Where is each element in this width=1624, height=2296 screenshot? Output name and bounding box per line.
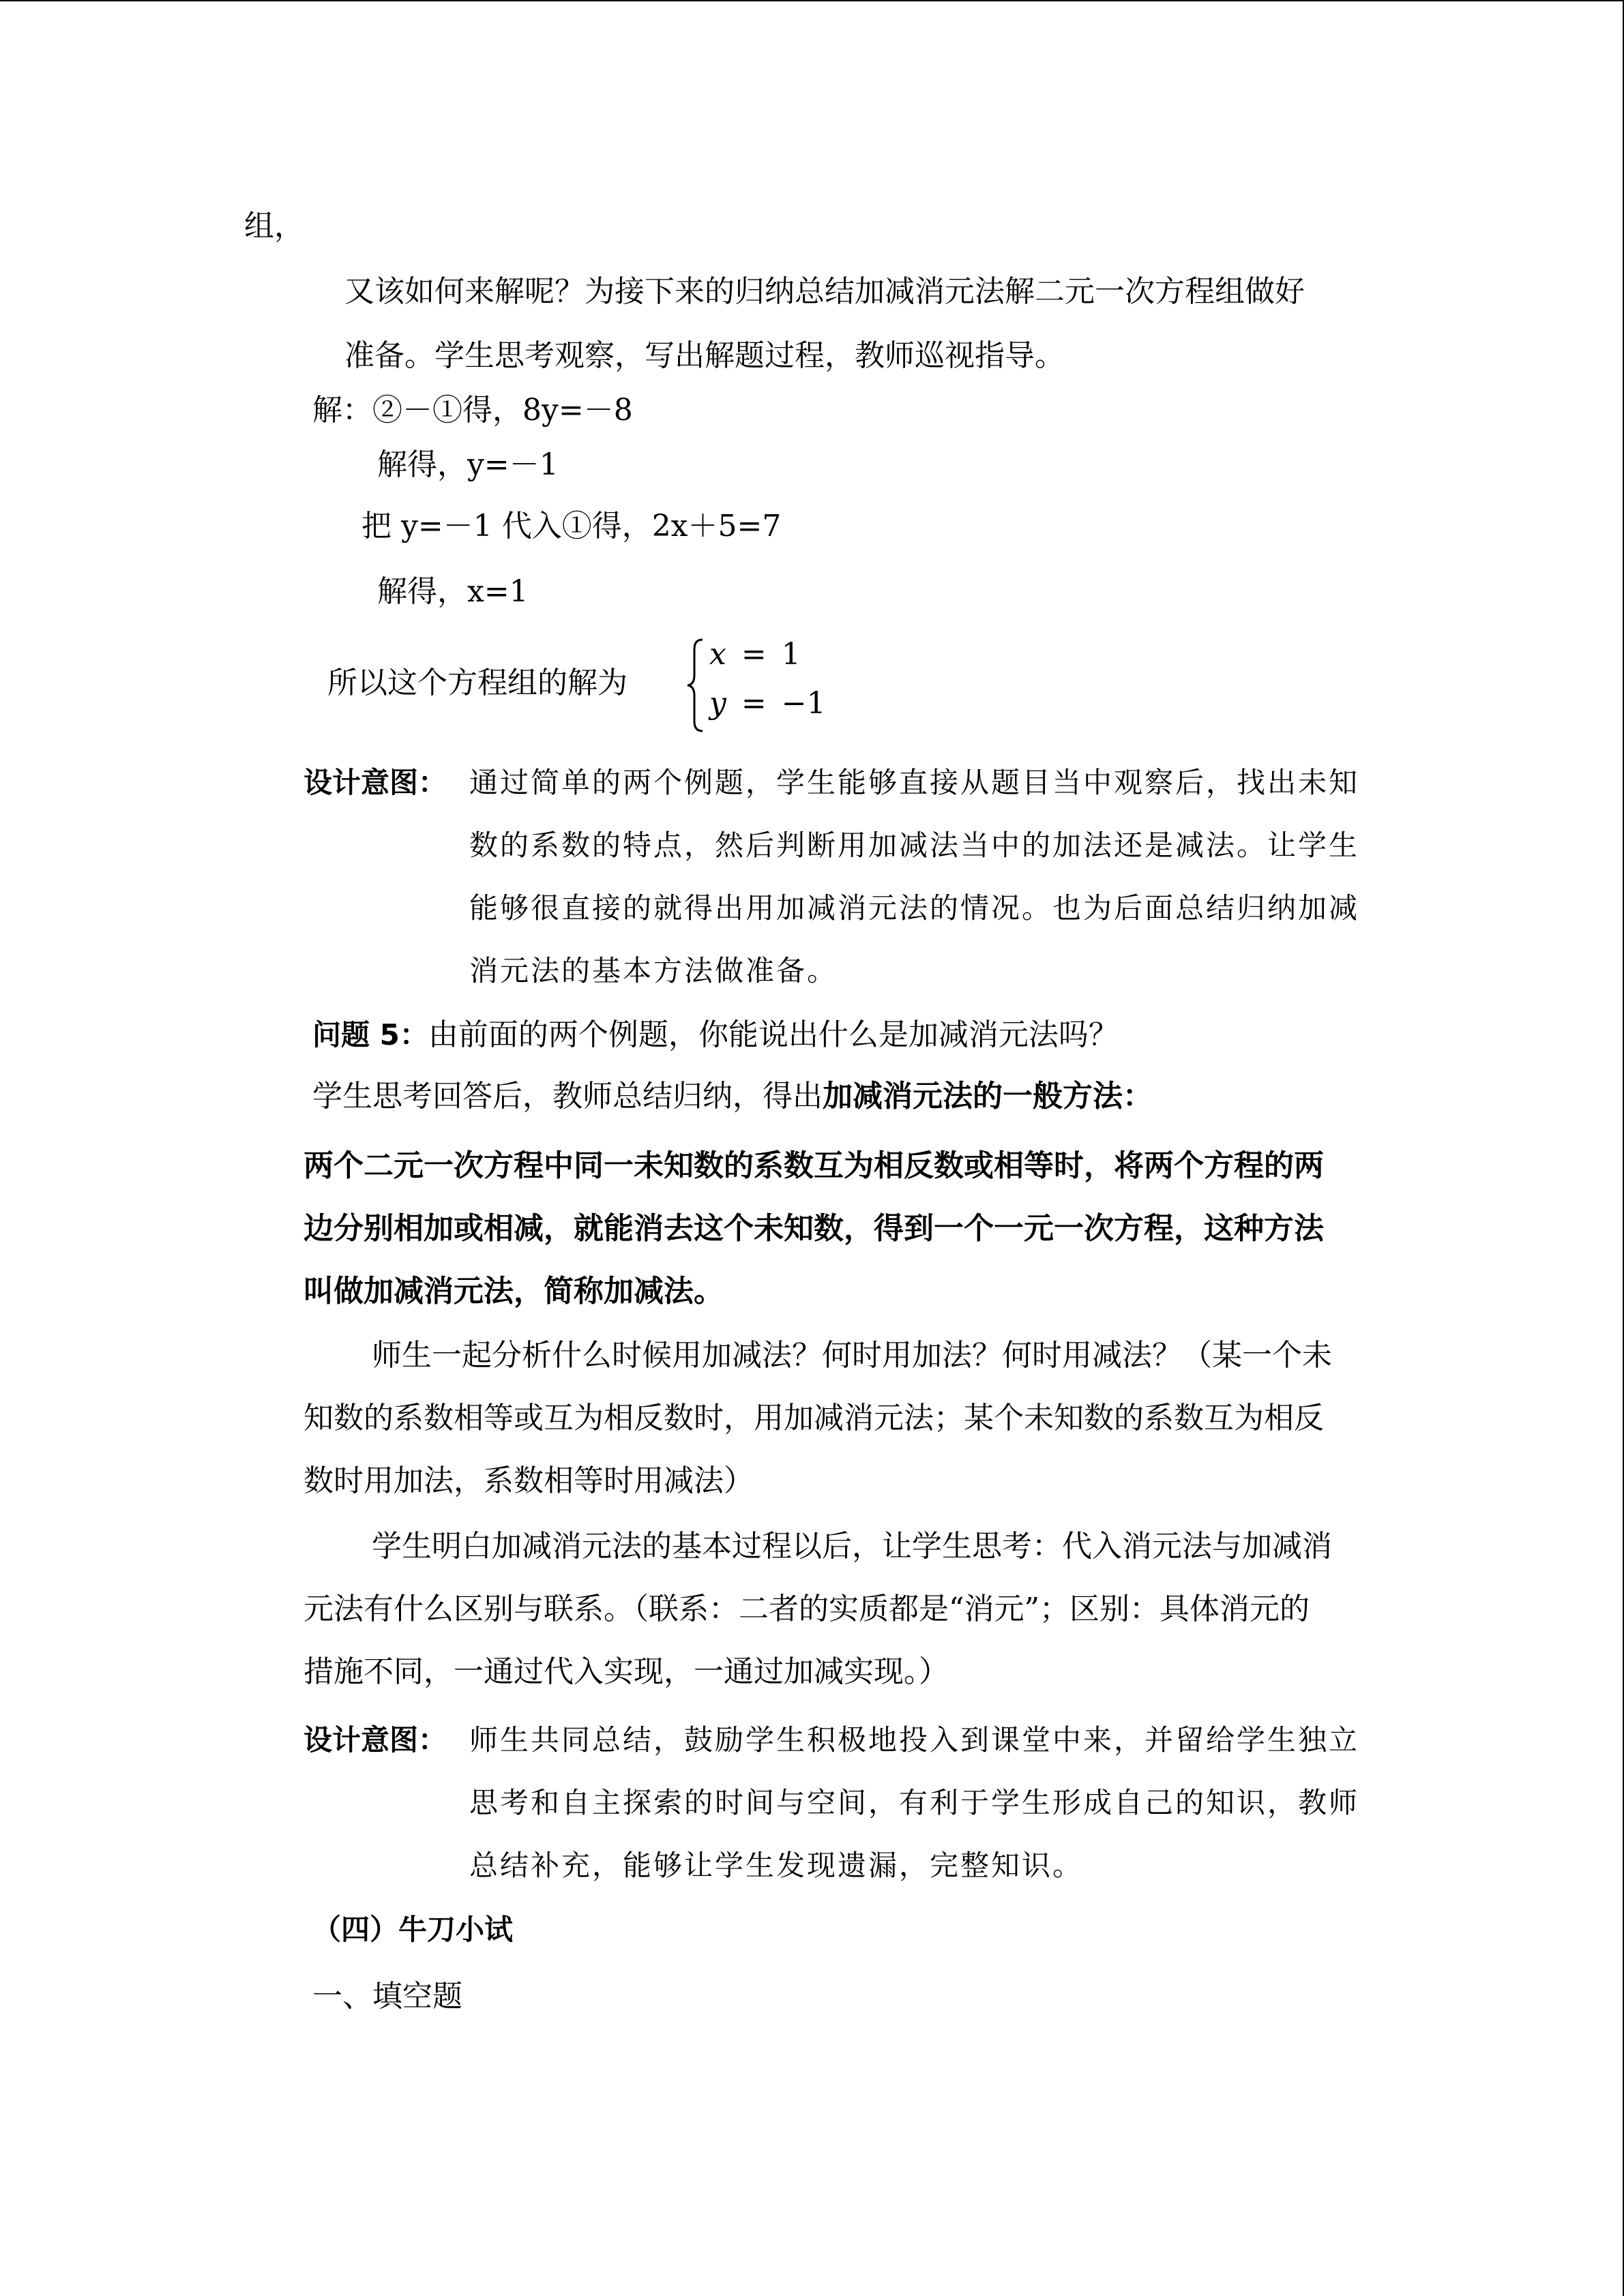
- solution-step: 把 y=－1 代入①得，2x＋5=7: [361, 509, 782, 543]
- definition-text: 叫做加减消元法，简称加减法。: [304, 1274, 724, 1309]
- design-intent-text: 总结补充，能够让学生发现遗漏，完整知识。: [469, 1849, 1084, 1882]
- solution-step: 解：②－①得，8y=－8: [312, 393, 633, 428]
- solution-conclusion: 所以这个方程组的解为: [327, 666, 628, 700]
- equation-y: [709, 686, 826, 721]
- question-label: 问题 5：: [312, 1018, 428, 1052]
- left-brace-icon: [682, 634, 709, 736]
- value-x: 1: [781, 637, 801, 672]
- design-intent-text: 数的系数的特点，然后判断用加减法当中的加法还是减法。让学生: [469, 829, 1360, 862]
- equals-sign: =: [741, 637, 767, 672]
- subsection-heading: 一、填空题: [312, 1979, 462, 2014]
- design-intent-text: 消元法的基本方法做准备。: [469, 954, 838, 987]
- summary-lead-bold: 加减消元法的一般方法：: [823, 1079, 1153, 1114]
- var-y: y: [709, 686, 726, 721]
- value-y: −1: [781, 686, 826, 721]
- compare-text: 学生明白加减消元法的基本过程以后，让学生思考：代入消元法与加减消: [372, 1529, 1332, 1564]
- text-line: 准备。学生思考观察，写出解题过程，教师巡视指导。: [344, 338, 1065, 373]
- design-intent-label: 设计意图：: [304, 766, 447, 799]
- question-5: [312, 1015, 1119, 1056]
- design-intent-text: 思考和自主探索的时间与空间，有利于学生形成自己的知识，教师: [469, 1786, 1360, 1819]
- design-intent-text: 通过简单的两个例题，学生能够直接从题目当中观察后，找出未知: [469, 766, 1360, 799]
- solution-step: 解得，y=－1: [377, 447, 559, 482]
- var-x: x: [709, 637, 726, 672]
- definition-text: 边分别相加或相减，就能消去这个未知数，得到一个一元一次方程，这种方法: [304, 1211, 1324, 1246]
- text-line: 又该如何来解呢？为接下来的归纳总结加减消元法解二元一次方程组做好: [344, 274, 1305, 309]
- summary-lead-text: 学生思考回答后，教师总结归纳，得出: [312, 1079, 823, 1114]
- equals-sign: =: [741, 686, 767, 721]
- analysis-text: 数时用加法，系数相等时用减法）: [304, 1463, 754, 1498]
- analysis-text: 知数的系数相等或互为相反数时，用加减消元法；某个未知数的系数互为相反: [304, 1401, 1324, 1435]
- solution-step: 解得，x=1: [377, 574, 529, 609]
- equation-x: [709, 637, 801, 672]
- text-line: 组，: [244, 209, 304, 243]
- summary-lead: [312, 1076, 1153, 1117]
- compare-text: 元法有什么区别与联系。（联系：二者的实质都是“消元”；区别：具体消元的: [304, 1592, 1310, 1626]
- question-text: 由前面的两个例题，你能说出什么是加减消元法吗？: [428, 1017, 1119, 1052]
- compare-text: 措施不同，一通过代入实现，一通过加减实现。）: [304, 1654, 949, 1689]
- section-heading: （四）牛刀小试: [312, 1913, 514, 1946]
- definition-text: 两个二元一次方程中同一未知数的系数互为相反数或相等时，将两个方程的两: [304, 1148, 1324, 1183]
- design-intent-text: 师生共同总结，鼓励学生积极地投入到课堂中来，并留给学生独立: [469, 1723, 1360, 1757]
- design-intent-label: 设计意图：: [304, 1723, 447, 1757]
- analysis-text: 师生一起分析什么时候用加减法？何时用加法？何时用减法？（某一个未: [372, 1338, 1332, 1373]
- equation-system: [682, 634, 826, 736]
- design-intent-text: 能够很直接的就得出用加减消元法的情况。也为后面总结归纳加减: [469, 891, 1360, 925]
